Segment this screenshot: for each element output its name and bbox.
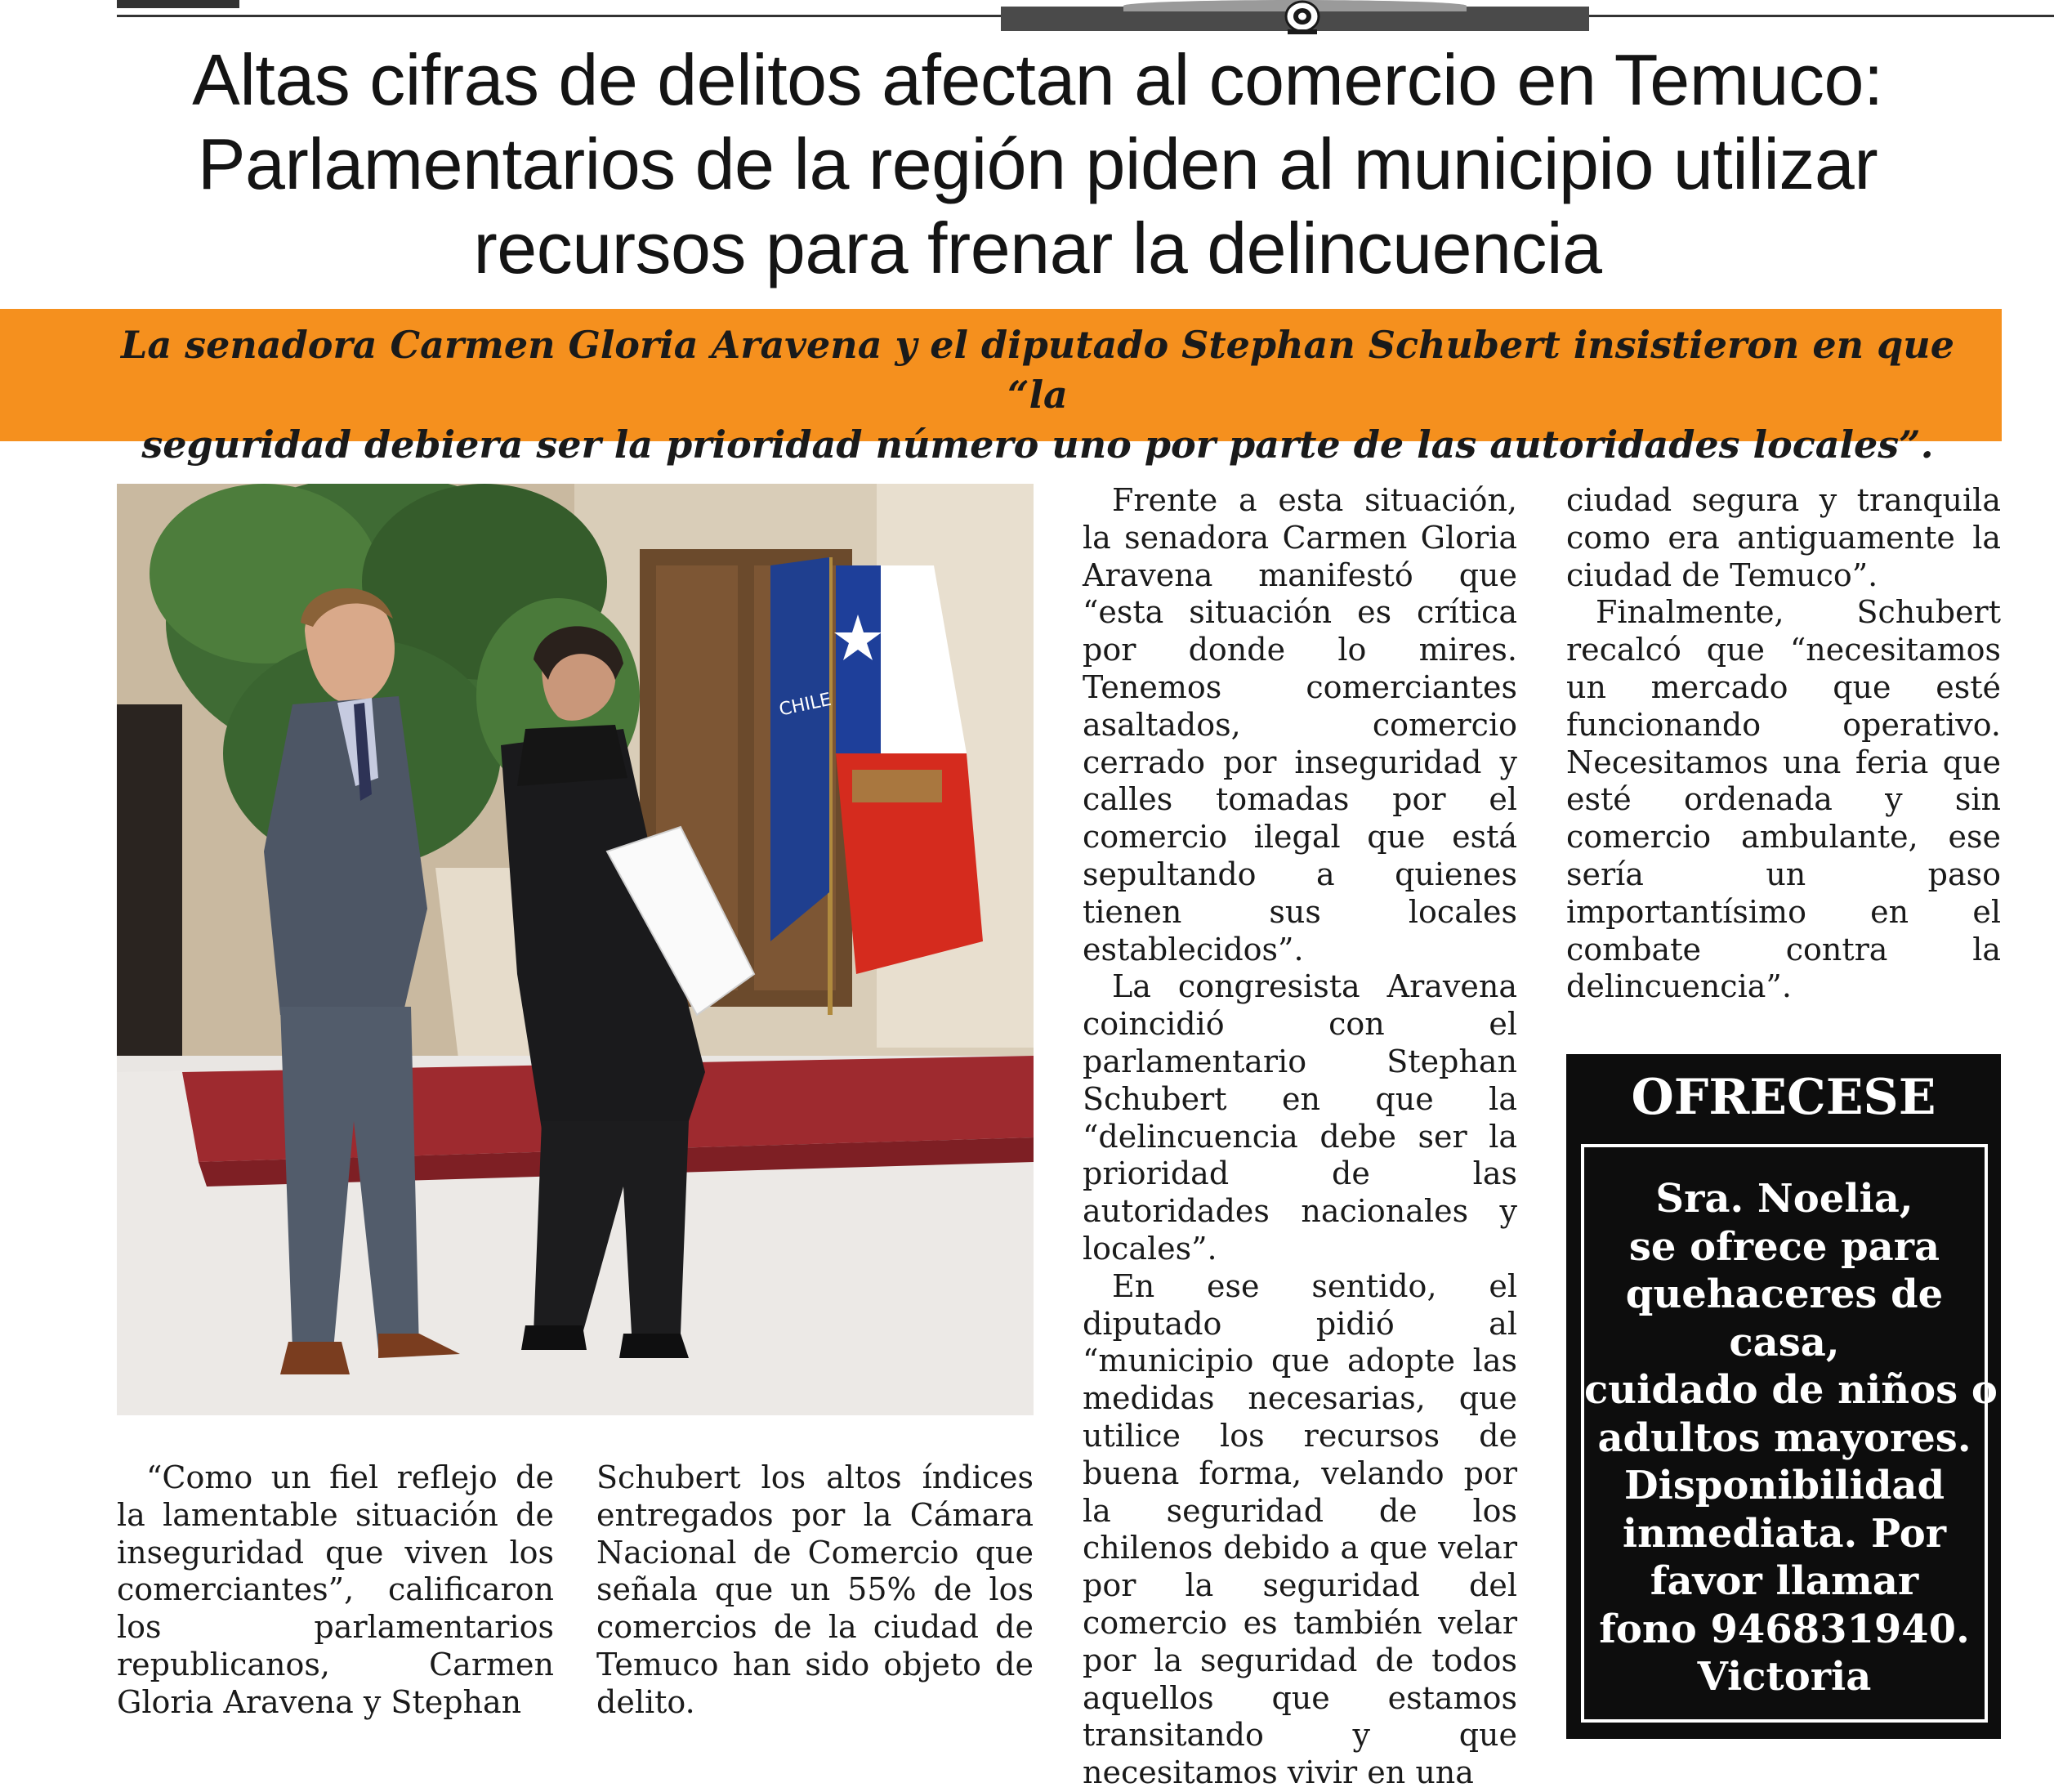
- subheadline-line: La senadora Carmen Gloria Aravena y el diputado Stephan Schubert insistieron en que “la: [121, 323, 1954, 417]
- headline-line: recursos para frenar la delincuencia: [473, 208, 1602, 288]
- headline: [114, 38, 1961, 290]
- section-marker: [117, 0, 239, 8]
- ad-line: Disponibilidad: [1623, 1463, 1945, 1508]
- article-paragraph: Frente a esta situación, la senadora Carmen Gloria Aravena manifestó que “esta situación es crítica por donde lo mires. Tenemos comerciantes asaltados, comercio cerrado por inseguridad y calles tomadas por el comercio ilegal que está sepultando a quienes tienen sus locales establecidos”.: [1083, 482, 1517, 968]
- subheadline: [106, 320, 1969, 470]
- photo-illustration: [117, 484, 1034, 1415]
- ad-frame: [1581, 1144, 1998, 1723]
- article-column-1: [117, 1459, 554, 1722]
- article-paragraph: “Como un fiel reflejo de la lamentable situación de inseguridad que viven los comerciantes”, calificaron los parlamentarios republicanos, Carmen Gloria Aravena y Stephan: [117, 1459, 554, 1720]
- ad-line: fono 946831940.: [1599, 1606, 1970, 1652]
- article-paragraph: ciudad segura y tranquila como era antiguamente la ciudad de Temuco”.: [1566, 482, 2001, 593]
- article-column-2: [596, 1459, 1034, 1722]
- ad-line: inmediata. Por: [1622, 1510, 1947, 1557]
- subheadline-line: seguridad debiera ser la prioridad número uno por parte de las autoridades locales”.: [141, 422, 1934, 467]
- article-paragraph: En ese sentido, el diputado pidió al “municipio que adopte las medidas necesarias, que utilice los recursos de buena forma, velando por la seguridad de los chilenos debido a que velar por la seguridad del comercio es también velar por la seguridad de todos aquellos que estamos transitando y que necesitamos vivir en una: [1083, 1267, 1517, 1791]
- flag-text: CHILE: [777, 689, 833, 721]
- subheadline-band: [0, 309, 2002, 467]
- ad-line: adultos mayores.: [1597, 1414, 1971, 1461]
- article-paragraph: La congresista Aravena coincidió con el parlamentario Stephan Schubert en que la “delincuencia debe ser la prioridad de las autoridades nacionales y locales”.: [1083, 968, 1517, 1267]
- article-paragraph: Finalmente, Schubert recalcó que “necesitamos un mercado que esté funcionando operativo. Necesitamos una feria que esté ordenada y sin comercio ambulante, ese sería un paso importantísimo en el combate contra la delincuencia”.: [1566, 594, 2001, 1005]
- article-column-3: [1083, 482, 1517, 1792]
- emblem-icon: [1281, 0, 1324, 38]
- headline-line: Altas cifras de delitos afectan al comercio en Temuco:: [192, 39, 1883, 120]
- headline-line: Parlamentarios de la región piden al municipio utilizar: [197, 123, 1878, 204]
- ad-line: favor llamar: [1650, 1558, 1919, 1604]
- ad-line: Sra. Noelia,: [1655, 1176, 1913, 1222]
- ad-line: casa,: [1729, 1319, 1840, 1365]
- article-photo: [117, 484, 1034, 1415]
- article-paragraph: Schubert los altos índices entregados por la Cámara Nacional de Comercio que señala que un 55% de los comercios de la ciudad de Temuco han sido objeto de delito.: [596, 1459, 1034, 1720]
- article-column-4: [1566, 482, 2001, 1006]
- classified-ad: [1566, 1054, 2001, 1739]
- ad-line: quehaceres de: [1625, 1271, 1944, 1317]
- ad-line: cuidado de niños o: [1584, 1367, 1998, 1413]
- ad-line: Victoria: [1697, 1654, 1872, 1700]
- ad-line: se ofrece para: [1628, 1223, 1940, 1270]
- ad-text: [1584, 1175, 1998, 1701]
- ad-title: OFRECESE: [1631, 1069, 1936, 1126]
